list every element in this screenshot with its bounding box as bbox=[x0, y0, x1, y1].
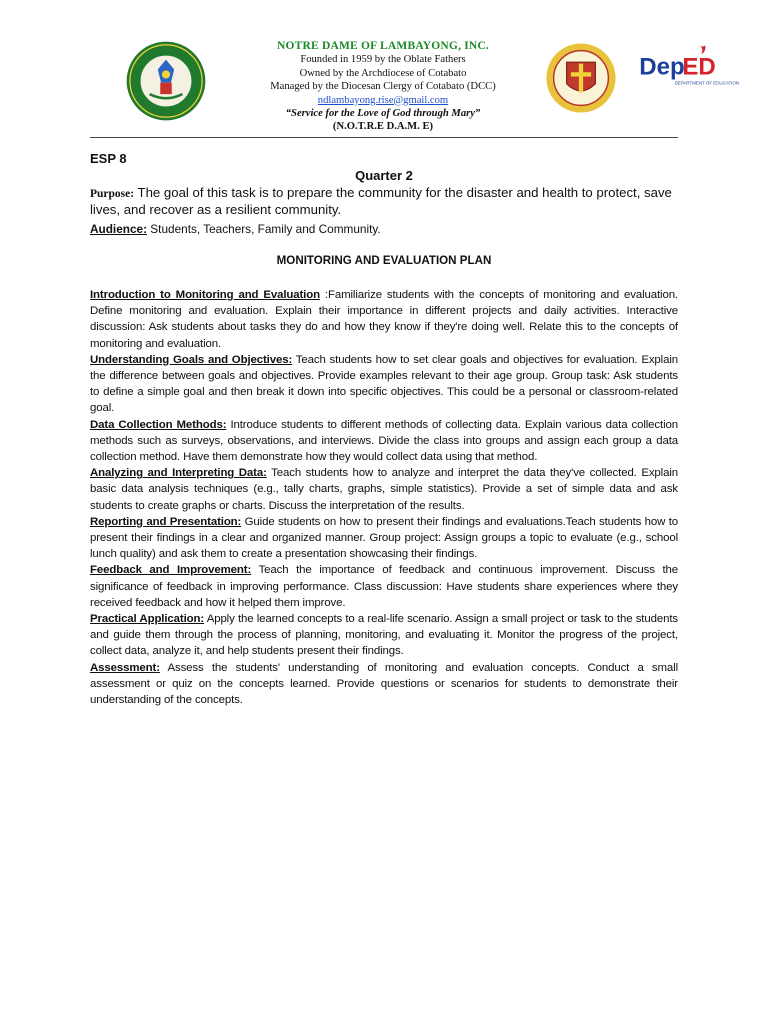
school-header bbox=[230, 40, 536, 134]
plan-title: MONITORING AND EVALUATION PLAN bbox=[276, 254, 492, 267]
section-text: Teach students how to analyze and interpret the data they've collected. Explain basic data analysis techniques (e.g., tally charts, graphs, simple statistics). Provide a set of simple data and ask students to create graphs or charts. Discuss the interpretation of the results. bbox=[90, 467, 678, 512]
section-paragraph bbox=[90, 514, 678, 563]
audience-label: Audience: bbox=[90, 222, 148, 236]
section-heading: Understanding Goals and Objectives: bbox=[90, 353, 293, 366]
section-heading: Reporting and Presentation: bbox=[90, 515, 242, 528]
purpose-label: Purpose: bbox=[90, 188, 135, 200]
school-seal-logo bbox=[125, 40, 207, 122]
plan-sections bbox=[90, 287, 678, 708]
section-heading: Feedback and Improvement: bbox=[90, 564, 252, 577]
section-heading: Introduction to Monitoring and Evaluation bbox=[90, 289, 320, 301]
founded-line: Founded in 1959 by the Oblate Fathers bbox=[300, 54, 466, 66]
diocese-seal-logo bbox=[545, 42, 617, 114]
section-text: Guide students on how to present their findings and evaluations.Teach students how to present their findings in a clear and organized manner. Group project: Assign groups a topic to evaluate (e.g., school lunch quality) and ask them to create a presentation showcasing their findings. bbox=[90, 515, 678, 561]
section-text: Teach students how to set clear goals and objectives for evaluation. Explain the difference between goals and objectives. Provide examples relevant to their age group. Group task: Ask students to define a simple goal and then break it down into specific objectives. This could be a personal or classroom-related goal. bbox=[90, 353, 678, 415]
section-text: Teach the importance of feedback and continuous improvement. Discuss the significance of feedback in improving performance. Class discussion: Have students share experiences where they received feedback and how it helped them improve. bbox=[90, 564, 678, 609]
school-acronym: (N.O.T.R.E D.A.M. E) bbox=[332, 121, 434, 133]
section-paragraph bbox=[90, 611, 678, 660]
purpose-text: The goal of this task is to prepare the community for the disaster and health to protect, save lives, and recover as a resilient community. bbox=[90, 185, 672, 218]
section-paragraph bbox=[90, 660, 678, 709]
svg-text:DEPARTMENT OF EDUCATION: DEPARTMENT OF EDUCATION bbox=[674, 80, 740, 86]
section-paragraph bbox=[90, 287, 678, 352]
section-heading: Practical Application: bbox=[90, 613, 205, 626]
audience-line bbox=[90, 222, 381, 237]
section-paragraph bbox=[90, 562, 678, 611]
owned-line: Owned by the Archdiocese of Cotabato bbox=[299, 67, 467, 79]
header-divider bbox=[90, 137, 678, 138]
school-motto: “Service for the Love of God through Mary” bbox=[285, 108, 481, 120]
deped-logo bbox=[638, 40, 740, 96]
quarter-label: Quarter 2 bbox=[355, 168, 413, 183]
audience-text: Students, Teachers, Family and Community. bbox=[147, 222, 381, 236]
subject-label: ESP 8 bbox=[90, 151, 127, 166]
managed-line: Managed by the Diocesan Clergy of Cotabato (DCC) bbox=[270, 81, 496, 93]
section-heading: Assessment: bbox=[90, 661, 160, 674]
section-text: :Familiarize students with the concepts of monitoring and evaluation. Define monitoring and evaluation. Explain their importance in different projects and daily activities. Interactive discussion: Ask students about tasks they do and how they know if they're doing well. Relate this to the concepts of monitoring and evaluation. bbox=[90, 289, 678, 350]
section-paragraph bbox=[90, 465, 678, 514]
svg-text:Dep: Dep bbox=[639, 53, 685, 81]
purpose-paragraph bbox=[90, 185, 678, 219]
section-text: Introduce students to different methods of collecting data. Explain various data collection methods such as surveys, observations, and interviews. Divide the class into groups and assign each group a data collection method. Have them demonstrate how they would collect data using that method. bbox=[90, 418, 678, 464]
email-link[interactable]: ndlambayong.rise@gmail.com bbox=[317, 94, 449, 106]
section-heading: Analyzing and Interpreting Data: bbox=[90, 467, 267, 480]
school-name: NOTRE DAME OF LAMBAYONG, INC. bbox=[277, 40, 489, 52]
svg-text:ED: ED bbox=[682, 53, 716, 81]
section-paragraph bbox=[90, 417, 678, 466]
section-text: Apply the learned concepts to a real-life scenario. Assign a small project or task to the students and guide them through the process of planning, monitoring, and evaluating it. Monitor the progress of the project, collect data, analyze it, and help students present their findings. bbox=[90, 613, 678, 658]
section-text: Assess the students' understanding of monitoring and evaluation concepts. Conduct a small assessment or quiz on the concepts learned. Provide questions or scenarios for students to demonstrate their understanding of the concepts. bbox=[90, 661, 678, 707]
section-paragraph bbox=[90, 352, 678, 417]
section-heading: Data Collection Methods: bbox=[90, 418, 227, 431]
